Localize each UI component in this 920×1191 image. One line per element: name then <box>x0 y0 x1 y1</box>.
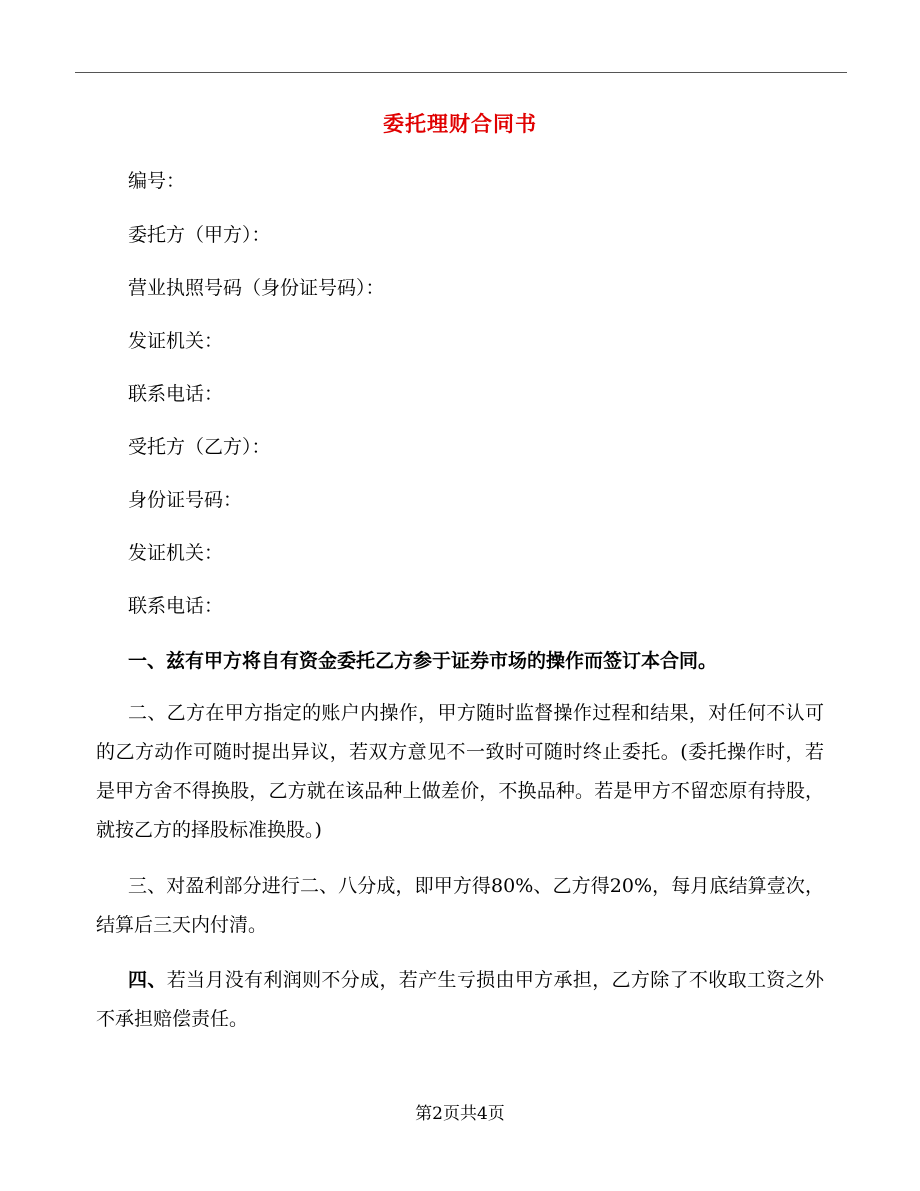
field-id-number: 身份证号码： <box>128 489 243 511</box>
clause-2: 二、乙方在甲方指定的账户内操作，甲方随时监督操作过程和结果，对任何不认可的乙方动作可随时提出异议，若双方意见不一致时可随时终止委托。(委托操作时，若是甲方舍不得换股，乙方就在该品种上做差价，不换品种。若是甲方不留恋原有持股，就按乙方的择股标准换股。) <box>96 702 824 841</box>
field-license-number: 营业执照号码（身份证号码）： <box>128 277 385 299</box>
field-client: 委托方（甲方）： <box>128 224 271 246</box>
clause-3: 三、对盈利部分进行二、八分成，即甲方得80%、乙方得20%，每月底结算壹次，结算后三天内付清。 <box>96 875 824 936</box>
field-trustee: 受托方（乙方）： <box>128 436 271 458</box>
clause-1: 一、兹有甲方将自有资金委托乙方参于证券市场的操作而签订本合同。 <box>128 650 718 672</box>
clause-4-lead: 四、 <box>128 969 167 991</box>
field-number: 编号： <box>128 170 186 192</box>
document-title: 委托理财合同书 <box>383 111 537 136</box>
header-rule <box>75 72 847 73</box>
field-contact-phone: 联系电话： <box>128 383 224 405</box>
field-issuing-authority-2: 发证机关： <box>128 542 224 564</box>
field-issuing-authority: 发证机关： <box>128 330 224 352</box>
clause-4 <box>96 961 824 1039</box>
field-contact-phone-2: 联系电话： <box>128 595 224 617</box>
page-footer: 第2页共4页 <box>415 1104 505 1124</box>
clause-4-body: 若当月没有利润则不分成，若产生亏损由甲方承担，乙方除了不收取工资之外不承担赔偿责任。 <box>96 969 824 1030</box>
